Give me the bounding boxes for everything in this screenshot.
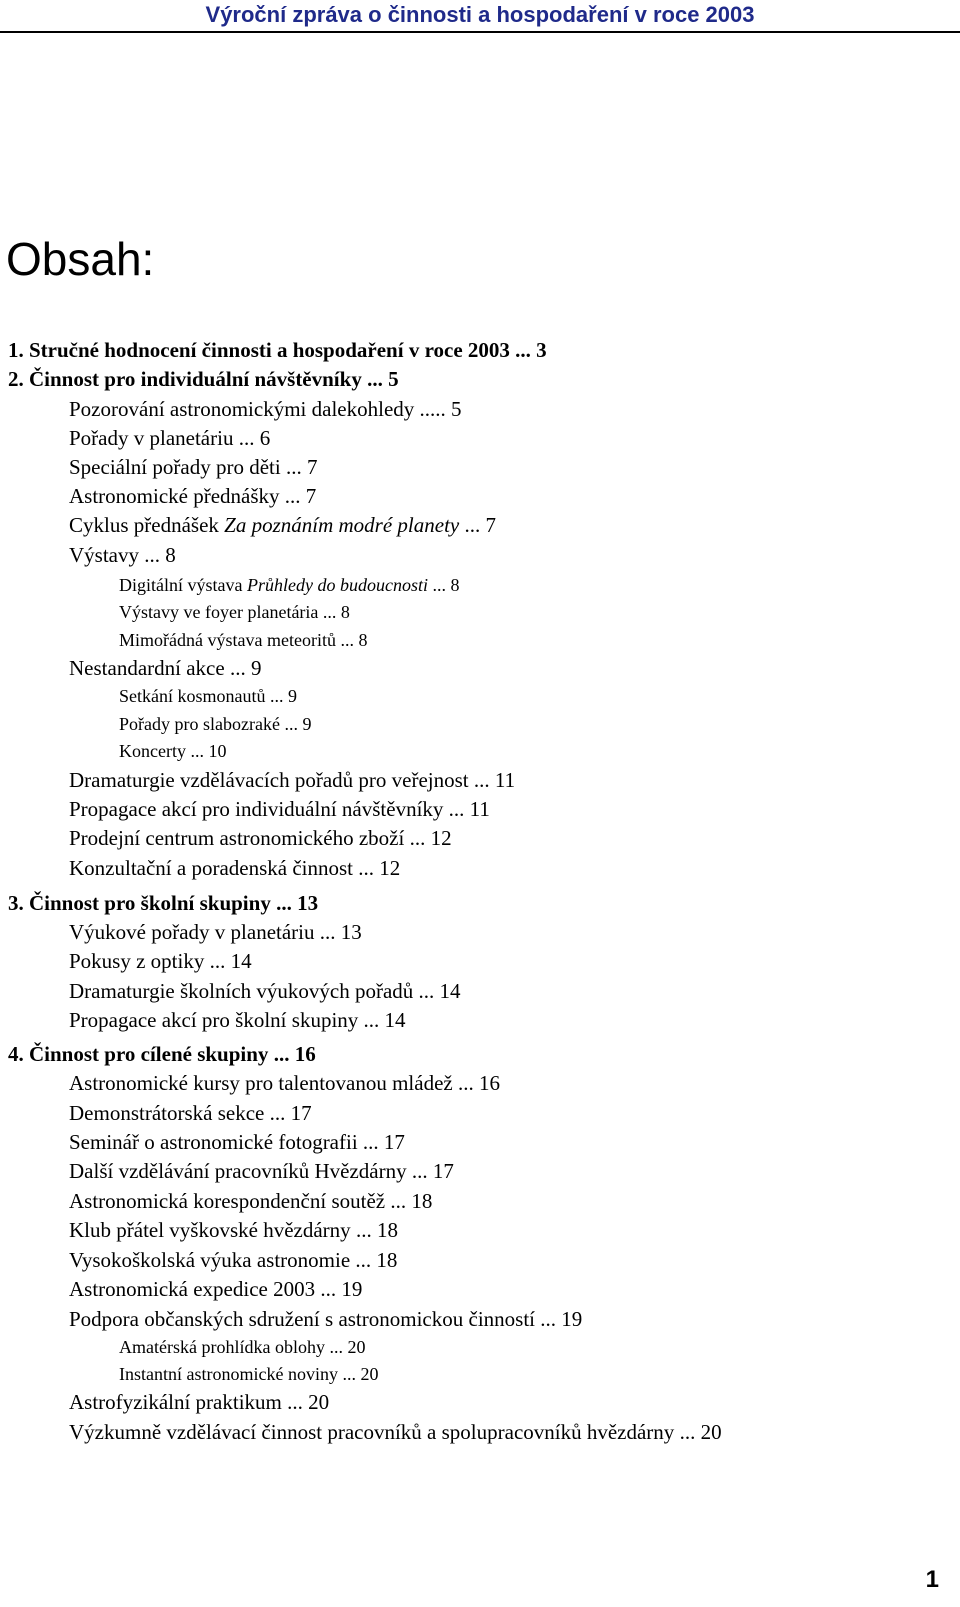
toc-entry-italic-title: Za poznáním modré planety	[224, 513, 460, 537]
toc-entry-leader: ...	[268, 1042, 295, 1066]
toc-entry-page: 20	[308, 1390, 330, 1414]
toc-entry[interactable]	[69, 486, 316, 507]
toc-entry-page: 18	[376, 1218, 398, 1242]
toc-entry-leader: ...	[358, 1008, 385, 1032]
toc-entry-page: 20	[700, 1420, 722, 1444]
toc-entry[interactable]	[69, 1220, 398, 1241]
toc-entry[interactable]	[69, 1010, 406, 1031]
toc-entry-title: Pozorování astronomickými dalekohledy	[69, 397, 415, 421]
toc-entry-title: Výukové pořady v planetáriu	[69, 920, 315, 944]
toc-entry[interactable]	[69, 858, 400, 879]
toc-entry[interactable]	[119, 687, 297, 705]
toc-entry[interactable]	[8, 369, 399, 390]
toc-entry-leader: ...	[224, 656, 251, 680]
toc-entry-italic-title: Průhledy do budoucnosti	[246, 575, 428, 595]
toc-entry-leader: ...	[337, 1364, 361, 1384]
toc-entry-page: 13	[297, 891, 319, 915]
toc-entry-title: Astronomická expedice 2003	[69, 1277, 316, 1301]
toc-entry[interactable]	[69, 770, 515, 791]
toc-entry-title: Další vzdělávání pracovníků Hvězdárny	[69, 1159, 407, 1183]
toc-entry-leader: ...	[204, 949, 231, 973]
toc-entry-leader: ...	[674, 1420, 701, 1444]
toc-entry-leader: ...	[314, 920, 341, 944]
toc-entry-page: 12	[379, 856, 401, 880]
toc-entry-title: Pořady v planetáriu	[69, 426, 234, 450]
toc-entry-page: 5	[451, 397, 462, 421]
toc-entry-title: Výstavy ve foyer planetária	[119, 602, 319, 622]
toc-entry[interactable]	[119, 576, 459, 594]
toc-entry[interactable]	[119, 742, 226, 760]
toc-entry-leader: ...	[270, 891, 298, 915]
toc-entry-title: Amatérská prohlídka oblohy	[119, 1337, 325, 1357]
toc-entry-title: Podpora občanských sdružení s astronomickou činností	[69, 1307, 535, 1331]
toc-entry-title: Digitální výstava	[119, 575, 247, 595]
toc-entry[interactable]	[69, 1422, 722, 1443]
toc-entry-leader: ...	[233, 426, 260, 450]
toc-entry-page: 11	[494, 768, 516, 792]
toc-entry-title: Výzkumně vzdělávací činnost pracovníků a spolupracovníků hvězdárny	[69, 1420, 675, 1444]
toc-entry-page: 14	[230, 949, 252, 973]
toc-entry-leader: ...	[406, 1159, 433, 1183]
toc-entry-page: 20	[360, 1364, 379, 1384]
toc-entry-leader: ...	[350, 1218, 377, 1242]
toc-entry-title: 2. Činnost pro individuální návštěvníky	[8, 367, 362, 391]
toc-entry-leader: ...	[279, 484, 306, 508]
toc-entry-page: 10	[208, 741, 227, 761]
toc-entry-page: 19	[341, 1277, 363, 1301]
document-header-title: Výroční zpráva o činnosti a hospodaření v roce 2003	[205, 2, 755, 27]
toc-entry[interactable]	[69, 428, 270, 449]
toc-entry-title: Dramaturgie vzdělávacích pořadů pro veřejnost	[69, 768, 469, 792]
toc-entry-leader: ...	[139, 543, 166, 567]
toc-entry-page: 14	[439, 979, 461, 1003]
toc-entry-page: 18	[411, 1189, 433, 1213]
toc-entry-title: Astronomické přednášky	[69, 484, 280, 508]
toc-entry-leader: ...	[427, 575, 451, 595]
toc-entry-title: Speciální pořady pro děti	[69, 455, 281, 479]
toc-entry-title: Konzultační a poradenská činnost	[69, 856, 353, 880]
toc-entry[interactable]	[119, 1365, 378, 1383]
toc-entry-leader: ...	[280, 455, 307, 479]
toc-entry[interactable]	[69, 1132, 405, 1153]
toc-entry-leader: ...	[385, 1189, 412, 1213]
toc-entry[interactable]	[69, 399, 462, 420]
toc-entry[interactable]	[69, 1250, 397, 1271]
toc-entry-page: 13	[340, 920, 362, 944]
toc-entry-page: 12	[430, 826, 452, 850]
toc-entry[interactable]	[8, 340, 547, 361]
toc-entry-leader: ...	[318, 602, 341, 622]
toc-entry[interactable]	[8, 1044, 316, 1065]
toc-entry-leader: ...	[452, 1071, 479, 1095]
toc-entry-page: 9	[302, 714, 312, 734]
toc-entry[interactable]	[119, 1338, 365, 1356]
toc-entry-page: 14	[384, 1008, 406, 1032]
toc-entry-leader: ...	[185, 741, 209, 761]
toc-entry-title: Seminář o astronomické fotografii	[69, 1130, 358, 1154]
header-rule	[0, 31, 960, 33]
toc-entry-title: Vysokoškolská výuka astronomie	[69, 1248, 351, 1272]
toc-entry[interactable]	[69, 1279, 362, 1300]
toc-entry-page: 17	[383, 1130, 405, 1154]
toc-entry[interactable]	[69, 799, 490, 820]
toc-entry-leader: ...	[459, 513, 486, 537]
toc-entry-leader: ...	[335, 630, 359, 650]
toc-entry-title: Pořady pro slabozraké	[119, 714, 280, 734]
toc-entry-leader: .....	[414, 397, 452, 421]
toc-entry-title: 3. Činnost pro školní skupiny	[8, 891, 271, 915]
toc-entry-page: 7	[305, 484, 317, 508]
toc-entry-title: Setkání kosmonautů	[119, 686, 266, 706]
toc-entry-leader: ...	[353, 856, 380, 880]
toc-entry-page: 8	[165, 543, 176, 567]
toc-entry-title: Demonstrátorská sekce	[69, 1101, 265, 1125]
toc-entry-title: Cyklus přednášek	[69, 513, 225, 537]
toc-entry-page: 9	[250, 656, 262, 680]
toc-entry-page: 20	[347, 1337, 366, 1357]
toc-entry[interactable]	[69, 457, 317, 478]
toc-entry-leader: ...	[350, 1248, 377, 1272]
toc-entry-page: 17	[290, 1101, 312, 1125]
toc-entry-title: Astrofyzikální praktikum	[69, 1390, 282, 1414]
toc-entry[interactable]	[69, 1191, 432, 1212]
toc-entry-page: 19	[561, 1307, 583, 1331]
toc-entry-title: Koncerty	[119, 741, 186, 761]
toc-entry[interactable]	[119, 715, 311, 733]
toc-entry-leader: ...	[535, 1307, 562, 1331]
toc-entry[interactable]	[69, 1073, 500, 1094]
toc-entry[interactable]	[69, 828, 452, 849]
toc-entry-page: 18	[376, 1248, 398, 1272]
toc-entry-page: 16	[478, 1071, 500, 1095]
toc-entry[interactable]	[69, 545, 176, 566]
toc-entry-title: Prodejní centrum astronomického zboží	[69, 826, 405, 850]
toc-entry-leader: ...	[509, 338, 537, 362]
toc-entry[interactable]	[69, 951, 252, 972]
toc-entry-title: Propagace akcí pro individuální návštěvníky	[69, 797, 444, 821]
toc-entry-page: 8	[358, 630, 368, 650]
toc-entry[interactable]	[119, 631, 367, 649]
page-title: Obsah:	[6, 233, 155, 285]
toc-entry[interactable]	[119, 603, 350, 621]
toc-entry-leader: ...	[281, 1390, 309, 1414]
toc-entry[interactable]	[8, 893, 318, 914]
toc-entry-page: 16	[294, 1042, 316, 1066]
toc-entry-title: 1. Stručné hodnocení činnosti a hospodaření v roce 2003	[8, 338, 510, 362]
toc-entry[interactable]	[69, 981, 461, 1002]
toc-entry-title: Dramaturgie školních výukových pořadů	[69, 979, 414, 1003]
toc-entry-page: 7	[306, 455, 318, 479]
toc-entry[interactable]	[69, 1161, 454, 1182]
toc-entry-title: Instantní astronomické noviny	[119, 1364, 338, 1384]
toc-entry-title: Nestandardní akce	[69, 656, 225, 680]
toc-entry-leader: ...	[315, 1277, 342, 1301]
toc-entry-page: 8	[450, 575, 460, 595]
toc-entry-page: 8	[340, 602, 350, 622]
toc-entry-page: 6	[259, 426, 271, 450]
toc-entry-leader: ...	[468, 768, 495, 792]
toc-entry-title: Klub přátel vyškovské hvězdárny	[69, 1218, 351, 1242]
toc-entry[interactable]	[69, 1103, 312, 1124]
toc-entry-page: 3	[536, 338, 547, 362]
toc-entry[interactable]	[69, 1309, 582, 1330]
toc-entry-title: Astronomické kursy pro talentovanou mládež	[69, 1071, 453, 1095]
toc-entry-title: Propagace akcí pro školní skupiny	[69, 1008, 359, 1032]
toc-entry-leader: ...	[357, 1130, 384, 1154]
toc-entry-page: 9	[288, 686, 297, 706]
toc-entry-title: Astronomická korespondenční soutěž	[69, 1189, 386, 1213]
toc-entry-leader: ...	[265, 686, 288, 706]
toc-entry-leader: ...	[264, 1101, 291, 1125]
toc-entry[interactable]	[69, 515, 496, 536]
toc-entry-title: Výstavy	[69, 543, 139, 567]
toc-entry-leader: ...	[279, 714, 303, 734]
toc-entry[interactable]	[69, 1392, 329, 1413]
page-number: 1	[925, 1566, 939, 1593]
toc-entry-page: 11	[469, 797, 490, 821]
toc-entry-leader: ...	[443, 797, 470, 821]
toc-entry[interactable]	[69, 922, 362, 943]
toc-entry-title: Mimořádná výstava meteoritů	[119, 630, 336, 650]
toc-entry-title: Pokusy z optiky	[69, 949, 205, 973]
toc-entry-title: 4. Činnost pro cílené skupiny	[8, 1042, 269, 1066]
toc-entry-page: 7	[485, 513, 496, 537]
toc-entry-leader: ...	[404, 826, 431, 850]
toc-entry-page: 5	[388, 367, 399, 391]
toc-entry[interactable]	[69, 658, 261, 679]
toc-entry-page: 17	[432, 1159, 454, 1183]
toc-entry-leader: ...	[413, 979, 440, 1003]
toc-entry-leader: ...	[324, 1337, 348, 1357]
toc-entry-leader: ...	[361, 367, 389, 391]
